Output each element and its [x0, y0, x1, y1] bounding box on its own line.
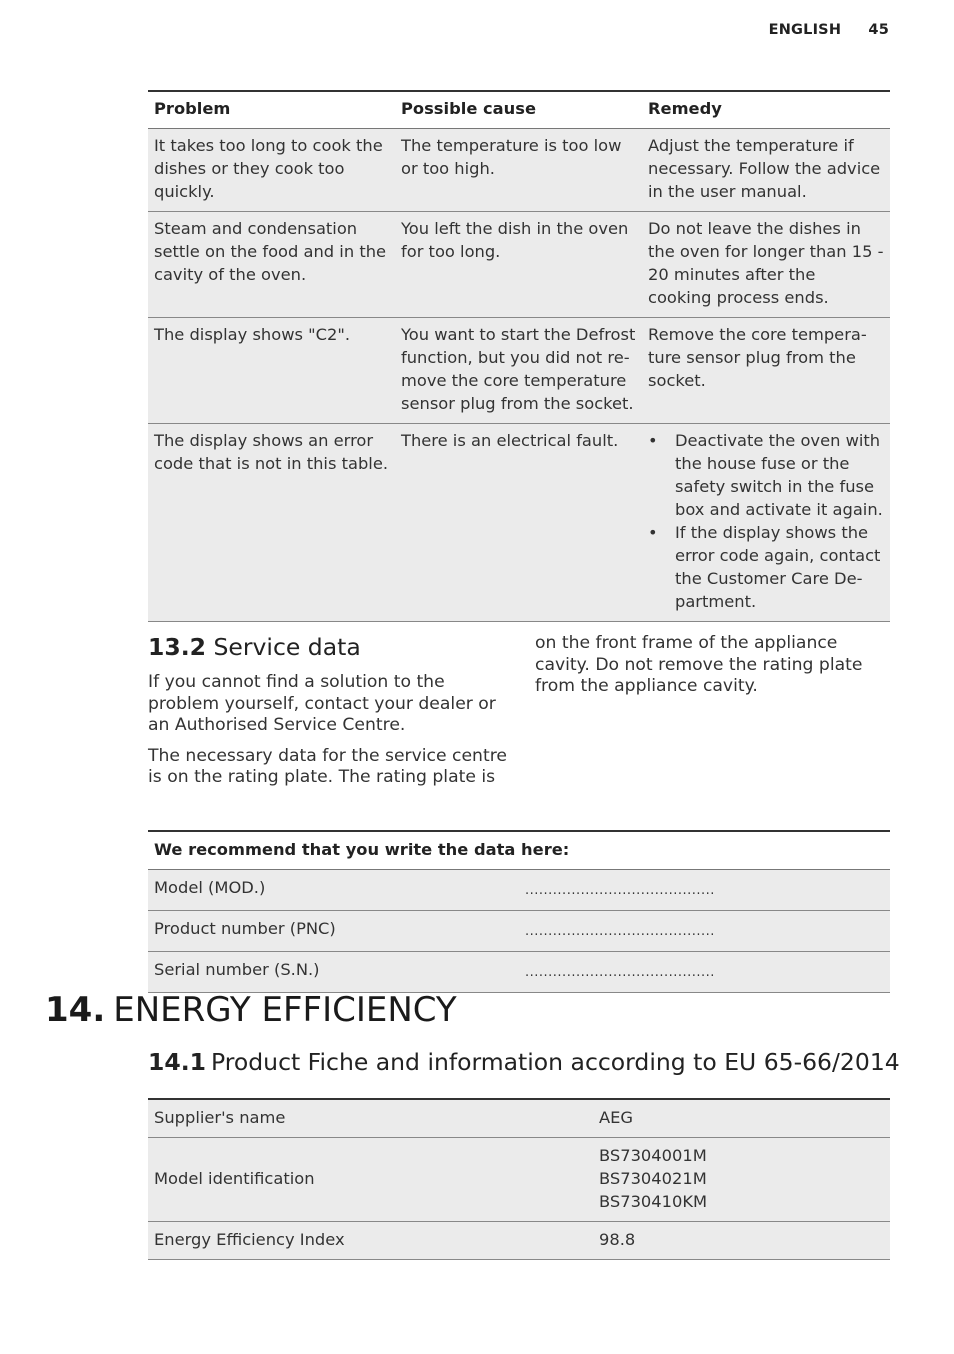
fiche-label: Supplier's name	[148, 1099, 593, 1138]
remedy-list-item: • Deactivate the oven with the house fuse or the safety switch in the fuse box and activate it again.	[648, 429, 884, 521]
field-label: Product number (PNC)	[148, 910, 519, 951]
field-label: Serial number (S.N.)	[148, 951, 519, 992]
column-header-remedy: Remedy	[642, 91, 890, 128]
page-number: 45	[868, 22, 889, 38]
section-number: 13.2	[148, 633, 206, 661]
column-header-cause: Possible cause	[395, 91, 642, 128]
table-row	[148, 423, 890, 621]
field-blank: .........................................	[519, 951, 890, 992]
remedy-cell	[642, 423, 890, 621]
cause-cell: You want to start the Defrost function, but you did not re-move the core temperature sensor plug from the socket.	[395, 317, 642, 423]
model-id: BS730410KM	[599, 1192, 708, 1211]
problem-cell: The display shows "C2".	[148, 317, 395, 423]
section-title: Product Fiche and information according to EU 65-66/2014	[210, 1048, 900, 1076]
cause-cell: The temperature is too low or too high.	[395, 128, 642, 211]
section-number: 14.1	[148, 1048, 206, 1076]
section-title: Service data	[213, 633, 361, 661]
field-blank: .........................................	[519, 869, 890, 910]
product-fiche-table	[148, 1098, 890, 1260]
table-row	[148, 1138, 890, 1222]
section-number: 14.	[45, 990, 106, 1030]
fiche-label: Energy Efficiency Index	[148, 1222, 593, 1260]
paragraph: If you cannot find a solution to the problem yourself, contact your dealer or an Authorised Service Centre.	[148, 672, 496, 735]
fiche-label: Model identification	[148, 1138, 593, 1222]
service-data-table	[148, 830, 890, 993]
cause-cell: You left the dish in the oven for too long.	[395, 211, 642, 317]
table-row	[148, 211, 890, 317]
table-row	[148, 869, 890, 910]
problem-cell: The display shows an error code that is not in this table.	[148, 423, 395, 621]
model-id: BS7304021M	[599, 1169, 707, 1188]
remedy-cell: Remove the core tempera-ture sensor plug from the socket.	[642, 317, 890, 423]
remedy-cell: Do not leave the dishes in the oven for longer than 15 - 20 minutes after the cooking process ends.	[642, 211, 890, 317]
model-id: BS7304001M	[599, 1146, 707, 1165]
column-header-problem: Problem	[148, 91, 395, 128]
header-language: ENGLISH	[768, 22, 842, 38]
table-header-row	[148, 91, 890, 128]
table-row	[148, 317, 890, 423]
table-header-row	[148, 831, 890, 869]
fiche-value-list	[593, 1138, 890, 1222]
section-title: ENERGY EFFICIENCY	[113, 990, 457, 1030]
section-14-1-heading	[148, 1048, 900, 1076]
table-row	[148, 1099, 890, 1138]
fiche-value: 98.8	[593, 1222, 890, 1260]
text-column-left	[148, 672, 508, 798]
table-row	[148, 951, 890, 992]
problem-cell: Steam and condensation settle on the food and in the cavity of the oven.	[148, 211, 395, 317]
section-13-2-heading	[148, 633, 361, 661]
text-column-right	[535, 633, 890, 707]
field-label: Model (MOD.)	[148, 869, 519, 910]
troubleshooting-table	[148, 90, 890, 622]
field-blank: .........................................	[519, 910, 890, 951]
service-data-header: We recommend that you write the data here:	[148, 831, 890, 869]
table-row	[148, 1222, 890, 1260]
table-row	[148, 128, 890, 211]
remedy-list-item: • If the display shows the error code again, contact the Customer Care De-partment.	[648, 521, 884, 613]
cause-cell: There is an electrical fault.	[395, 423, 642, 621]
table-row	[148, 910, 890, 951]
page-header	[769, 22, 889, 38]
remedy-cell: Adjust the temperature if necessary. Follow the advice in the user manual.	[642, 128, 890, 211]
problem-cell: It takes too long to cook the dishes or they cook too quickly.	[148, 128, 395, 211]
remedy-list	[648, 429, 884, 613]
paragraph: The necessary data for the service centre is on the rating plate. The rating plate is	[148, 745, 507, 787]
section-14-heading	[45, 990, 457, 1030]
fiche-value: AEG	[593, 1099, 890, 1138]
paragraph: on the front frame of the appliance cavity. Do not remove the rating plate from the appliance cavity.	[535, 633, 863, 696]
